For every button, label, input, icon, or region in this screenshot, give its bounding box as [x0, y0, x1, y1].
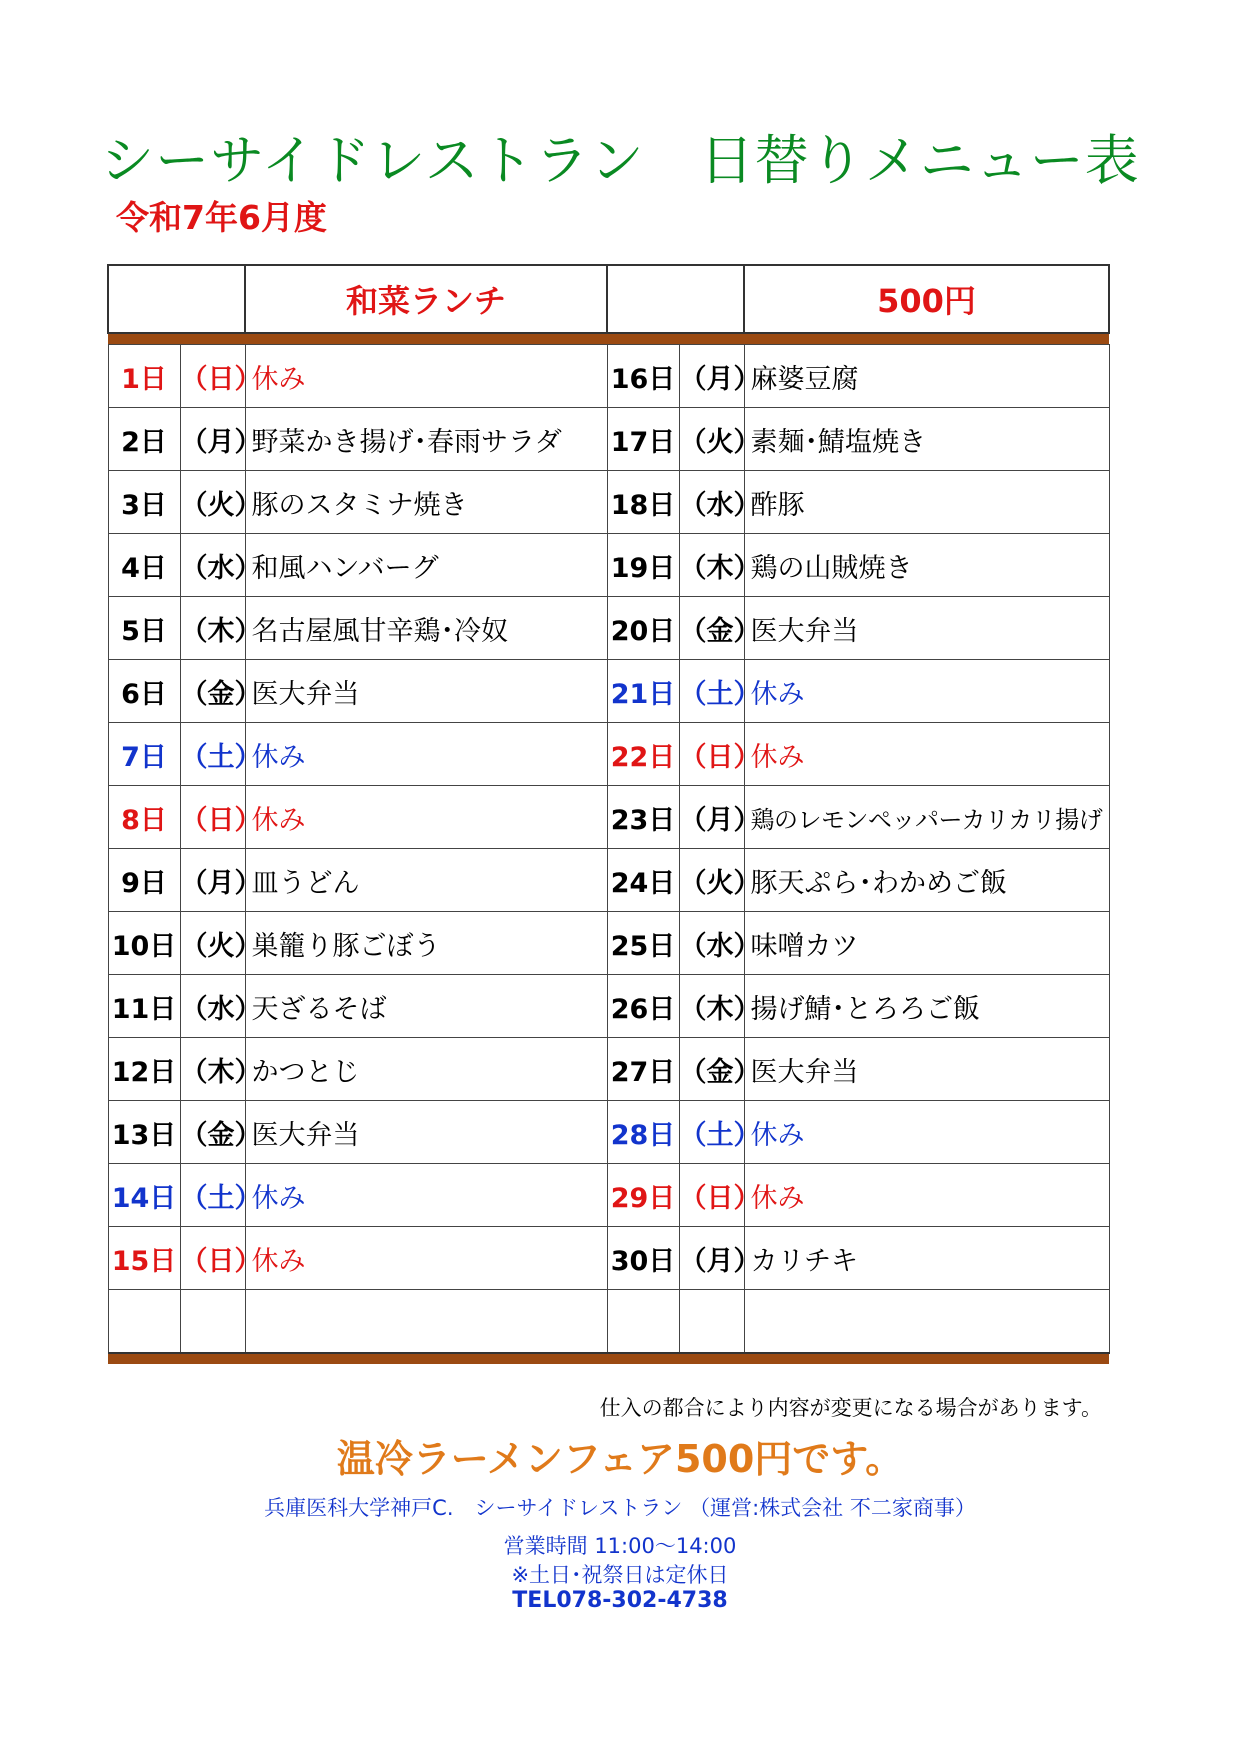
- dish-cell: 味噌カツ: [744, 912, 1109, 975]
- weekday-cell: （金）: [180, 660, 245, 723]
- weekday-cell: （日）: [180, 345, 245, 408]
- menu-row: [108, 408, 1109, 471]
- dish-cell: 野菜かき揚げ･春雨サラダ: [245, 408, 607, 471]
- day-cell: 22日: [607, 723, 679, 786]
- dish-cell: カリチキ: [744, 1227, 1109, 1290]
- empty-cell: [180, 1290, 245, 1354]
- dish-cell: 天ざるそば: [245, 975, 607, 1038]
- dish-cell: 医大弁当: [744, 1038, 1109, 1101]
- menu-row: [108, 1164, 1109, 1227]
- dish-cell: 休み: [245, 723, 607, 786]
- dish-cell: 豚のスタミナ焼き: [245, 471, 607, 534]
- day-cell: 1日: [108, 345, 180, 408]
- dish-cell: 鶏のレモンペッパーカリカリ揚げ: [744, 786, 1109, 849]
- day-cell: 20日: [607, 597, 679, 660]
- day-cell: 30日: [607, 1227, 679, 1290]
- weekday-cell: （木）: [180, 1038, 245, 1101]
- dish-cell: 医大弁当: [245, 1101, 607, 1164]
- dish-cell: 休み: [744, 723, 1109, 786]
- menu-row: [108, 1101, 1109, 1164]
- weekday-cell: （日）: [180, 786, 245, 849]
- dish-cell: 皿うどん: [245, 849, 607, 912]
- day-cell: 4日: [108, 534, 180, 597]
- day-cell: 2日: [108, 408, 180, 471]
- empty-cell: [245, 1290, 607, 1354]
- change-notice: 仕入の都合により内容が変更になる場合があります。: [599, 1396, 1102, 1420]
- weekday-cell: （土）: [180, 723, 245, 786]
- weekday-cell: （水）: [180, 975, 245, 1038]
- weekday-cell: （月）: [679, 345, 744, 408]
- day-cell: 26日: [607, 975, 679, 1038]
- day-cell: 15日: [108, 1227, 180, 1290]
- menu-row: [108, 786, 1109, 849]
- page-title: シーサイドレストラン 日替りメニュー表: [100, 129, 1140, 192]
- empty-row: [108, 1290, 1109, 1354]
- weekday-cell: （木）: [679, 534, 744, 597]
- weekday-cell: （土）: [679, 1101, 744, 1164]
- footer-tel: TEL078-302-4738: [512, 1588, 728, 1613]
- weekday-cell: （金）: [679, 1038, 744, 1101]
- price-header: 500円: [744, 265, 1109, 333]
- dish-cell: 休み: [245, 345, 607, 408]
- fair-announcement: 温冷ラーメンフェア500円です。: [336, 1437, 904, 1481]
- day-cell: 19日: [607, 534, 679, 597]
- dish-cell: かつとじ: [245, 1038, 607, 1101]
- dish-cell: 和風ハンバーグ: [245, 534, 607, 597]
- day-cell: 27日: [607, 1038, 679, 1101]
- weekday-cell: （月）: [180, 408, 245, 471]
- dish-cell: 鶏の山賊焼き: [744, 534, 1109, 597]
- dish-cell: 休み: [245, 1164, 607, 1227]
- menu-row: [108, 471, 1109, 534]
- menu-row: [108, 912, 1109, 975]
- dish-cell: 麻婆豆腐: [744, 345, 1109, 408]
- day-cell: 17日: [607, 408, 679, 471]
- weekday-cell: （水）: [679, 912, 744, 975]
- day-cell: 11日: [108, 975, 180, 1038]
- footer-closed-days: ※土日･祝祭日は定休日: [511, 1563, 729, 1587]
- day-cell: 7日: [108, 723, 180, 786]
- weekday-cell: （火）: [180, 912, 245, 975]
- weekday-cell: （火）: [180, 471, 245, 534]
- day-cell: 29日: [607, 1164, 679, 1227]
- menu-name-header: 和菜ランチ: [245, 265, 607, 333]
- header-separator-band: [108, 333, 1109, 345]
- weekday-cell: （日）: [679, 1164, 744, 1227]
- weekday-cell: （土）: [679, 660, 744, 723]
- day-cell: 12日: [108, 1038, 180, 1101]
- menu-row: [108, 1038, 1109, 1101]
- menu-row: [108, 534, 1109, 597]
- weekday-cell: （土）: [180, 1164, 245, 1227]
- dish-cell: 素麺･鯖塩焼き: [744, 408, 1109, 471]
- menu-row: [108, 723, 1109, 786]
- dish-cell: 休み: [744, 1164, 1109, 1227]
- day-cell: 6日: [108, 660, 180, 723]
- dish-cell: 豚天ぷら･わかめご飯: [744, 849, 1109, 912]
- dish-cell: 休み: [245, 786, 607, 849]
- day-cell: 5日: [108, 597, 180, 660]
- weekday-cell: （日）: [180, 1227, 245, 1290]
- empty-cell: [607, 1290, 679, 1354]
- header-empty-cell: [607, 265, 744, 333]
- day-cell: 16日: [607, 345, 679, 408]
- day-cell: 21日: [607, 660, 679, 723]
- weekday-cell: （金）: [679, 597, 744, 660]
- table-header-row: [108, 265, 1109, 333]
- dish-cell: 酢豚: [744, 471, 1109, 534]
- month-label: 令和7年6月度: [116, 198, 327, 237]
- footer-hours: 営業時間 11:00～14:00: [503, 1534, 737, 1558]
- weekday-cell: （日）: [679, 723, 744, 786]
- day-cell: 25日: [607, 912, 679, 975]
- weekday-cell: （月）: [679, 1227, 744, 1290]
- menu-row: [108, 660, 1109, 723]
- empty-cell: [744, 1290, 1109, 1354]
- dish-cell: 揚げ鯖･とろろご飯: [744, 975, 1109, 1038]
- footer-operator: 兵庫医科大学神戸C. シーサイドレストラン （運営:株式会社 不二家商事）: [264, 1496, 976, 1520]
- day-cell: 13日: [108, 1101, 180, 1164]
- weekday-cell: （水）: [679, 471, 744, 534]
- weekday-cell: （金）: [180, 1101, 245, 1164]
- menu-row: [108, 975, 1109, 1038]
- weekday-cell: （水）: [180, 534, 245, 597]
- day-cell: 8日: [108, 786, 180, 849]
- day-cell: 10日: [108, 912, 180, 975]
- dish-cell: 休み: [744, 1101, 1109, 1164]
- day-cell: 23日: [607, 786, 679, 849]
- menu-row: [108, 1227, 1109, 1290]
- footer-separator-band: [108, 1353, 1109, 1364]
- weekday-cell: （月）: [180, 849, 245, 912]
- menu-row: [108, 597, 1109, 660]
- weekday-cell: （木）: [679, 975, 744, 1038]
- dish-cell: 医大弁当: [245, 660, 607, 723]
- menu-row: [108, 849, 1109, 912]
- weekday-cell: （火）: [679, 408, 744, 471]
- weekday-cell: （火）: [679, 849, 744, 912]
- dish-cell: 休み: [744, 660, 1109, 723]
- day-cell: 24日: [607, 849, 679, 912]
- day-cell: 9日: [108, 849, 180, 912]
- weekday-cell: （木）: [180, 597, 245, 660]
- dish-cell: 医大弁当: [744, 597, 1109, 660]
- empty-cell: [679, 1290, 744, 1354]
- menu-row: [108, 345, 1109, 408]
- header-empty-cell: [108, 265, 245, 333]
- day-cell: 3日: [108, 471, 180, 534]
- day-cell: 18日: [607, 471, 679, 534]
- menu-table: [107, 264, 1110, 1364]
- weekday-cell: （月）: [679, 786, 744, 849]
- empty-cell: [108, 1290, 180, 1354]
- dish-cell: 巣籠り豚ごぼう: [245, 912, 607, 975]
- day-cell: 14日: [108, 1164, 180, 1227]
- dish-cell: 休み: [245, 1227, 607, 1290]
- day-cell: 28日: [607, 1101, 679, 1164]
- dish-cell: 名古屋風甘辛鶏･冷奴: [245, 597, 607, 660]
